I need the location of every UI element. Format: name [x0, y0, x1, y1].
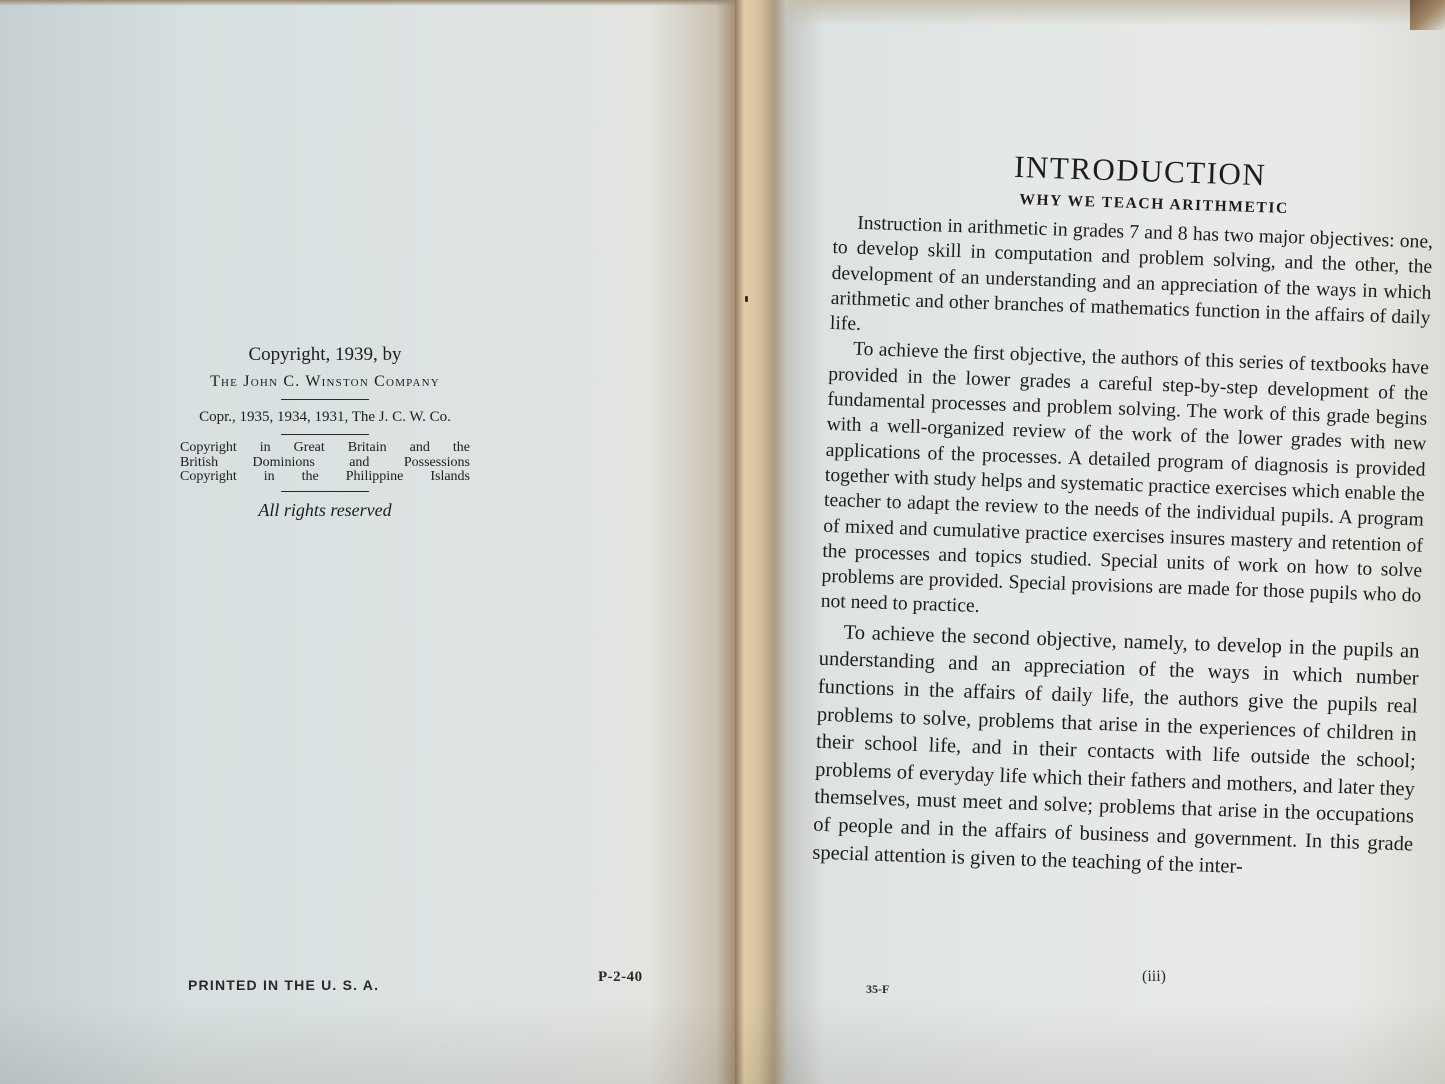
divider-rule	[281, 399, 369, 400]
print-code: P-2-40	[598, 969, 643, 985]
right-page-edge	[760, 0, 1445, 26]
printed-in-usa: PRINTED IN THE U. S. A.	[188, 977, 380, 993]
copyright-block	[150, 343, 500, 522]
paragraph-1: Instruction in arithmetic in grades 7 and 8 has two major objectives: one, to develop skill in computation and problem solving, and the other, the development of an understanding and an appreciation of the ways in which arithmetic and other branches of mathematics function in the affairs of daily life.	[829, 212, 1434, 336]
left-page-edge	[0, 0, 740, 6]
divider-rule	[281, 434, 369, 435]
copyright-britain: Copyright in Great Britain and the	[180, 440, 470, 455]
page-shadow	[0, 1000, 1445, 1084]
divider-rule	[281, 491, 369, 492]
book-cover-corner	[1410, 0, 1445, 30]
introduction-text	[812, 142, 1436, 887]
book-gutter	[735, 0, 787, 1084]
page-number: (iii)	[1142, 968, 1166, 985]
copyright-philippines: Copyright in the Philippine Islands	[180, 469, 470, 484]
publisher-name: The John C. Winston Company	[210, 373, 440, 390]
paragraph-3: To achieve the second objective, namely, to develop in the pupils an understanding and an appreciation of the ways in which number functions in the affairs of daily life, the authors give the pupils real problems to solve, problems that arise in the experiences of children in their school life, and in their contacts with life outside the school; problems of everyday life which their fathers and mothers, and later they themselves, must meet and solve; problems that arise in the occupations of people and in the affairs of business and government. In this grade special attention is given to the teaching of the inter-	[812, 621, 1420, 878]
footer-code: 35-F	[866, 982, 890, 996]
prior-copyrights: Copr., 1935, 1934, 1931, The J. C. W. Co.	[199, 409, 451, 425]
section-subtitle: WHY WE TEACH ARITHMETIC	[1019, 191, 1290, 218]
copyright-dominions: British Dominions and Possessions	[180, 454, 470, 470]
paragraph-2: To achieve the first objective, the authors of this series of textbooks have provided in the lower grades a careful step-by-step development of the fundamental processes and problem solving. The work of this grade begins with a well-organized review of the work of the lower grades with new applications of the processes. A detailed program of diagnosis is provided together with study helps and systematic practice exercises which enable the teacher to adapt the review to the needs of the individual pupils. A program of mixed and cumulative practice exercises insures mastery and retention of the processes and topics studied. Special units of work on how to solve problems are provided. Special provisions are made for those pupils who do not need to practice.	[820, 339, 1430, 618]
page-title: INTRODUCTION	[1013, 148, 1267, 193]
rights-reserved: All rights reserved	[258, 499, 392, 520]
gutter-mark	[745, 296, 748, 302]
copyright-line: Copyright, 1939, by	[248, 344, 402, 365]
